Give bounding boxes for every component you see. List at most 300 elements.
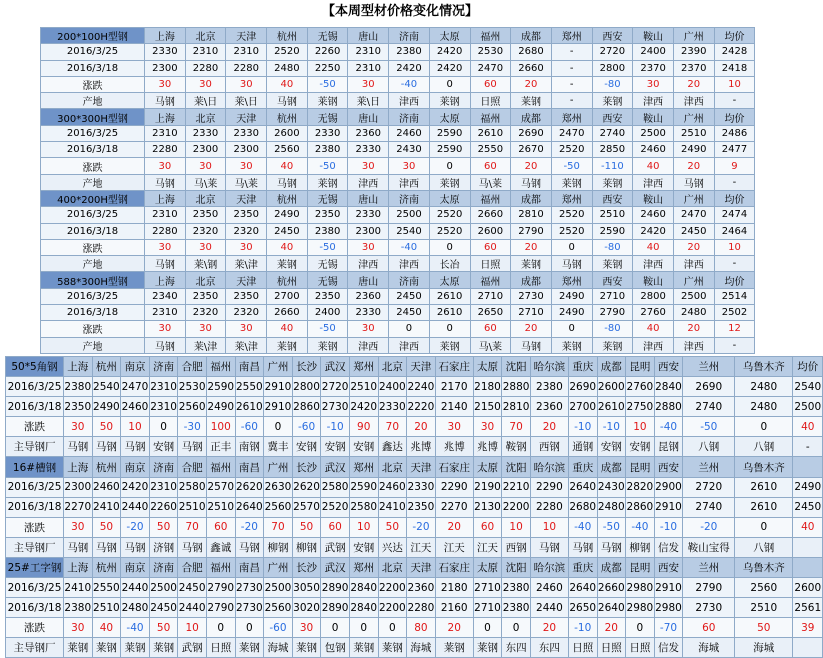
origin-cell: 马钢 xyxy=(178,537,207,557)
price-cell: 2650 xyxy=(568,598,597,618)
origin-cell: 东四 xyxy=(530,638,568,658)
origin-cell: 鞍钢 xyxy=(502,437,531,457)
origin-cell: 武钢 xyxy=(321,537,350,557)
price-cell: 2510 xyxy=(92,598,121,618)
change-cell: 30 xyxy=(226,321,267,337)
city-header: 无锡 xyxy=(307,190,348,206)
row-label: 2016/3/18 xyxy=(41,60,145,76)
price-row xyxy=(6,477,823,497)
price-cell: 2490 xyxy=(551,288,592,304)
price-cell: 2550 xyxy=(235,377,264,397)
origin-row xyxy=(41,93,755,109)
price-cell: 2280 xyxy=(145,223,186,239)
price-cell: 2480 xyxy=(267,60,308,76)
city-header: 西安 xyxy=(592,272,633,288)
price-cell: 2660 xyxy=(267,305,308,321)
city-header: 太原 xyxy=(473,357,502,377)
origin-cell: 安钢 xyxy=(349,437,378,457)
change-cell: 40 xyxy=(267,158,308,174)
row-label: 产地 xyxy=(41,174,145,190)
price-cell: 2450 xyxy=(267,223,308,239)
price-cell: 2710 xyxy=(511,305,552,321)
row-label: 2016/3/18 xyxy=(6,397,64,417)
city-header: 西安 xyxy=(592,190,633,206)
price-cell: 2660 xyxy=(511,60,552,76)
city-header: 天津 xyxy=(226,109,267,125)
origin-cell: 海城 xyxy=(735,638,793,658)
origin-cell: 莱钢 xyxy=(551,337,592,353)
price-cell: 2180 xyxy=(435,578,473,598)
change-cell: -10 xyxy=(321,417,350,437)
change-cell: 20 xyxy=(530,618,568,638)
price-cell: 2460 xyxy=(633,207,674,223)
price-row xyxy=(41,125,755,141)
origin-cell: 莱钢 xyxy=(235,638,264,658)
change-cell: 60 xyxy=(470,76,511,92)
change-cell: 0 xyxy=(149,417,178,437)
price-cell: 2790 xyxy=(511,223,552,239)
change-row xyxy=(41,158,755,174)
city-header: 均价 xyxy=(714,109,755,125)
price-cell: 2250 xyxy=(307,60,348,76)
origin-cell: 莱钢 xyxy=(511,93,552,109)
price-cell: 2500 xyxy=(149,578,178,598)
origin-cell: 莱钢 xyxy=(307,337,348,353)
origin-cell: 津西 xyxy=(633,93,674,109)
origin-cell: 莱钢 xyxy=(429,337,470,353)
change-cell: -10 xyxy=(568,618,597,638)
price-cell: 2740 xyxy=(683,497,735,517)
change-cell: 30 xyxy=(185,239,226,255)
city-header: 合肥 xyxy=(178,457,207,477)
price-cell: 2420 xyxy=(349,397,378,417)
price-cell: 2600 xyxy=(470,223,511,239)
change-cell: 20 xyxy=(673,321,714,337)
city-header: 杭州 xyxy=(92,557,121,577)
city-header: 沈阳 xyxy=(502,457,531,477)
price-cell: 2580 xyxy=(178,477,207,497)
city-header: 广州 xyxy=(264,557,293,577)
origin-cell: 马钢 xyxy=(92,537,121,557)
row-label: 产地 xyxy=(41,256,145,272)
origin-cell: 马钢 xyxy=(568,537,597,557)
change-cell: -20 xyxy=(235,517,264,537)
change-cell: 30 xyxy=(348,158,389,174)
price-cell: 2410 xyxy=(378,497,407,517)
origin-cell: - xyxy=(714,93,755,109)
origin-cell: 八钢 xyxy=(735,437,793,457)
row-label: 2016/3/18 xyxy=(41,305,145,321)
change-cell: 30 xyxy=(226,158,267,174)
change-cell: 20 xyxy=(407,417,436,437)
origin-cell: 津西 xyxy=(633,174,674,190)
price-cell: 2190 xyxy=(473,477,502,497)
price-cell: 2610 xyxy=(470,125,511,141)
change-cell: 20 xyxy=(511,239,552,255)
origin-cell xyxy=(793,537,823,557)
city-header: 福州 xyxy=(470,28,511,44)
city-header: 上海 xyxy=(145,272,186,288)
origin-cell: 马钢 xyxy=(145,93,186,109)
price-cell: 2820 xyxy=(626,477,655,497)
city-header: 济南 xyxy=(389,272,430,288)
price-cell: 2580 xyxy=(349,497,378,517)
price-cell: 2380 xyxy=(307,142,348,158)
city-header: 石家庄 xyxy=(435,357,473,377)
price-cell: 2890 xyxy=(321,598,350,618)
price-cell: 2520 xyxy=(551,142,592,158)
section-header-row xyxy=(41,190,755,206)
price-cell: 2700 xyxy=(568,397,597,417)
row-label: 涨跌 xyxy=(6,417,64,437)
change-cell: 60 xyxy=(473,517,502,537)
city-header: 太原 xyxy=(429,272,470,288)
price-cell: 2310 xyxy=(226,44,267,60)
city-header: 西安 xyxy=(654,357,683,377)
price-cell: 2880 xyxy=(654,397,683,417)
city-header: 唐山 xyxy=(348,272,389,288)
change-cell: 20 xyxy=(673,239,714,255)
price-cell: 2440 xyxy=(530,598,568,618)
origin-cell: 包钢 xyxy=(321,638,350,658)
price-cell: 2350 xyxy=(226,207,267,223)
city-header: 广州 xyxy=(673,109,714,125)
origin-cell: 莱钢 xyxy=(511,256,552,272)
price-cell: 2370 xyxy=(673,60,714,76)
city-header: 西安 xyxy=(592,109,633,125)
h-beam-price-table xyxy=(40,27,755,354)
origin-cell: 江天 xyxy=(435,537,473,557)
origin-cell: 江天 xyxy=(473,537,502,557)
city-header: 上海 xyxy=(64,457,93,477)
city-header: 兰州 xyxy=(683,357,735,377)
price-cell: 2690 xyxy=(683,377,735,397)
city-header: 成都 xyxy=(597,457,626,477)
price-cell: 2640 xyxy=(235,497,264,517)
price-cell: 2720 xyxy=(592,44,633,60)
price-cell: 2370 xyxy=(633,60,674,76)
origin-cell: 莱钢 xyxy=(64,638,93,658)
change-cell: 40 xyxy=(92,618,121,638)
price-cell: 2330 xyxy=(378,397,407,417)
price-cell: 2450 xyxy=(389,288,430,304)
origin-cell: 津西 xyxy=(389,256,430,272)
price-cell: 2561 xyxy=(793,598,823,618)
city-header: 乌鲁木齐 xyxy=(735,457,793,477)
price-cell: 2330 xyxy=(226,125,267,141)
city-header xyxy=(793,457,823,477)
price-cell: 2320 xyxy=(185,223,226,239)
city-header: 均价 xyxy=(714,190,755,206)
city-header: 长沙 xyxy=(292,557,321,577)
origin-cell: 无锡 xyxy=(307,256,348,272)
origin-cell: 信发 xyxy=(654,638,683,658)
price-cell: 2310 xyxy=(145,305,186,321)
change-cell: -50 xyxy=(683,417,735,437)
change-cell: 0 xyxy=(264,417,293,437)
price-cell: 2330 xyxy=(348,305,389,321)
price-cell: 2420 xyxy=(429,60,470,76)
origin-cell: 马钢 xyxy=(267,93,308,109)
city-header: 南昌 xyxy=(235,357,264,377)
change-cell: 40 xyxy=(793,517,823,537)
city-header: 重庆 xyxy=(568,457,597,477)
price-cell: 2428 xyxy=(714,44,755,60)
price-cell: 2910 xyxy=(654,497,683,517)
change-cell: -40 xyxy=(389,239,430,255)
price-cell: 2740 xyxy=(683,397,735,417)
origin-cell: 津西 xyxy=(348,256,389,272)
change-cell: 10 xyxy=(714,239,755,255)
price-cell: 2720 xyxy=(321,377,350,397)
section-name: 400*200H型钢 xyxy=(41,190,145,206)
change-cell: 70 xyxy=(264,517,293,537)
price-cell: 2480 xyxy=(673,305,714,321)
origin-cell: 马钢 xyxy=(92,437,121,457)
row-label: 2016/3/18 xyxy=(41,142,145,158)
price-cell: 2550 xyxy=(470,142,511,158)
price-cell: 2520 xyxy=(429,223,470,239)
price-cell: 2610 xyxy=(235,397,264,417)
price-cell: 2610 xyxy=(597,397,626,417)
price-cell: 2500 xyxy=(633,125,674,141)
city-header: 福州 xyxy=(470,272,511,288)
price-cell: 2240 xyxy=(407,377,436,397)
change-cell: -50 xyxy=(307,158,348,174)
origin-cell: 津西 xyxy=(633,256,674,272)
change-cell: 50 xyxy=(149,618,178,638)
change-cell: 0 xyxy=(429,76,470,92)
price-cell: 2660 xyxy=(470,207,511,223)
city-header: 上海 xyxy=(145,109,186,125)
city-header: 太原 xyxy=(473,457,502,477)
city-header: 郑州 xyxy=(551,272,592,288)
origin-cell: - xyxy=(714,256,755,272)
city-header: 济南 xyxy=(389,28,430,44)
price-cell: 2474 xyxy=(714,207,755,223)
price-cell: 2560 xyxy=(264,497,293,517)
origin-row xyxy=(41,256,755,272)
city-header: 广州 xyxy=(673,190,714,206)
city-header: 福州 xyxy=(470,109,511,125)
origin-cell: 莱钢 xyxy=(267,337,308,353)
city-header: 济南 xyxy=(389,109,430,125)
row-label: 2016/3/25 xyxy=(6,578,64,598)
origin-cell: 海城 xyxy=(264,638,293,658)
price-cell: 2700 xyxy=(267,288,308,304)
change-cell: 0 xyxy=(321,618,350,638)
price-cell: 2980 xyxy=(626,578,655,598)
price-cell: 2710 xyxy=(473,578,502,598)
city-header: 成都 xyxy=(511,272,552,288)
change-cell: 60 xyxy=(683,618,735,638)
change-cell: 20 xyxy=(435,618,473,638)
origin-cell: 莱\津 xyxy=(226,337,267,353)
change-cell: 10 xyxy=(530,517,568,537)
price-cell: 2410 xyxy=(92,497,121,517)
price-cell: 2890 xyxy=(321,578,350,598)
city-header: 合肥 xyxy=(178,357,207,377)
city-header: 杭州 xyxy=(267,272,308,288)
city-header: 天津 xyxy=(407,357,436,377)
origin-cell: 莱钢 xyxy=(349,638,378,658)
price-cell: 2640 xyxy=(568,578,597,598)
price-cell: 2350 xyxy=(307,288,348,304)
price-cell: 2470 xyxy=(121,377,150,397)
change-cell: 30 xyxy=(185,158,226,174)
city-header: 成都 xyxy=(511,28,552,44)
city-header: 均价 xyxy=(714,272,755,288)
change-row xyxy=(41,76,755,92)
origin-cell: 马\莱 xyxy=(470,337,511,353)
price-cell: 2280 xyxy=(185,60,226,76)
price-cell: 2320 xyxy=(226,223,267,239)
change-cell: 12 xyxy=(714,321,755,337)
city-header: 昆明 xyxy=(626,557,655,577)
price-cell: 2200 xyxy=(378,598,407,618)
change-cell: 0 xyxy=(429,158,470,174)
city-header: 石家庄 xyxy=(435,457,473,477)
price-cell: 2320 xyxy=(185,305,226,321)
city-header: 郑州 xyxy=(349,457,378,477)
price-row xyxy=(6,397,823,417)
origin-cell: 柳钢 xyxy=(626,537,655,557)
row-label: 涨跌 xyxy=(41,321,145,337)
change-cell: 20 xyxy=(673,158,714,174)
origin-cell: 莱钢 xyxy=(435,638,473,658)
price-cell: 2270 xyxy=(64,497,93,517)
row-label: 2016/3/25 xyxy=(6,477,64,497)
price-cell: 2810 xyxy=(502,397,531,417)
origin-cell: 柳钢 xyxy=(292,537,321,557)
change-cell: 0 xyxy=(626,618,655,638)
price-cell: 2570 xyxy=(206,477,235,497)
city-header: 太原 xyxy=(429,190,470,206)
page-title: 【本周型材价格变化情况】 xyxy=(321,4,478,19)
price-cell: 2800 xyxy=(633,288,674,304)
origin-cell: 莱\日 xyxy=(226,93,267,109)
change-cell: 30 xyxy=(348,76,389,92)
change-cell: -60 xyxy=(235,417,264,437)
origin-cell: 柳钢 xyxy=(264,537,293,557)
price-cell: 2350 xyxy=(64,397,93,417)
change-cell: -50 xyxy=(551,158,592,174)
price-row xyxy=(41,223,755,239)
section-name: 16#槽钢 xyxy=(6,457,64,477)
change-cell: 30 xyxy=(145,239,186,255)
price-cell: 2440 xyxy=(121,497,150,517)
origin-cell: 马钢 xyxy=(511,174,552,190)
city-header: 西安 xyxy=(654,457,683,477)
change-cell: 30 xyxy=(64,618,93,638)
origin-cell: 日照 xyxy=(206,638,235,658)
price-cell: 2420 xyxy=(429,44,470,60)
city-header: 郑州 xyxy=(551,109,592,125)
price-cell: 2790 xyxy=(683,578,735,598)
price-row xyxy=(41,305,755,321)
price-cell: 2300 xyxy=(145,60,186,76)
price-cell: 2510 xyxy=(206,497,235,517)
origin-cell: 马钢 xyxy=(145,256,186,272)
price-cell: 2310 xyxy=(149,377,178,397)
price-cell: 2380 xyxy=(389,44,430,60)
price-cell: 2360 xyxy=(348,125,389,141)
price-cell: 2800 xyxy=(592,60,633,76)
origin-cell: 安钢 xyxy=(349,537,378,557)
price-cell: 2480 xyxy=(597,497,626,517)
origin-cell: 津西 xyxy=(348,174,389,190)
change-cell: 30 xyxy=(292,618,321,638)
price-cell: 2500 xyxy=(264,578,293,598)
price-cell: 2600 xyxy=(267,125,308,141)
price-cell: 2350 xyxy=(226,288,267,304)
origin-cell: 津西 xyxy=(633,337,674,353)
row-label: 2016/3/25 xyxy=(6,377,64,397)
change-cell: 30 xyxy=(348,321,389,337)
city-header: 成都 xyxy=(511,190,552,206)
city-header: 北京 xyxy=(185,28,226,44)
price-cell: 2740 xyxy=(592,125,633,141)
price-cell: 2710 xyxy=(592,288,633,304)
city-header: 上海 xyxy=(64,357,93,377)
origin-cell: 日照 xyxy=(626,638,655,658)
price-cell: 2310 xyxy=(145,125,186,141)
city-header: 广州 xyxy=(673,272,714,288)
city-header: 北京 xyxy=(378,357,407,377)
price-cell: 2730 xyxy=(511,288,552,304)
price-cell: 2430 xyxy=(597,477,626,497)
section-name: 200*100H型钢 xyxy=(41,28,145,44)
price-cell: 2400 xyxy=(307,305,348,321)
price-cell: 2380 xyxy=(64,598,93,618)
change-cell: -10 xyxy=(654,517,683,537)
price-cell: 2730 xyxy=(683,598,735,618)
city-header: 无锡 xyxy=(307,272,348,288)
price-cell: 2600 xyxy=(597,377,626,397)
price-cell: 2640 xyxy=(597,598,626,618)
price-cell: 2500 xyxy=(389,207,430,223)
price-cell: 2850 xyxy=(592,142,633,158)
section-name: 588*300H型钢 xyxy=(41,272,145,288)
change-cell: -80 xyxy=(592,239,633,255)
origin-cell: 莱钢 xyxy=(292,638,321,658)
section-header-row xyxy=(6,457,823,477)
price-cell: 2140 xyxy=(435,397,473,417)
price-row xyxy=(6,377,823,397)
change-cell: 30 xyxy=(473,417,502,437)
change-cell: 50 xyxy=(92,417,121,437)
change-cell: 60 xyxy=(470,321,511,337)
price-cell: 2660 xyxy=(597,578,626,598)
change-cell: 0 xyxy=(502,618,531,638)
city-header: 沈阳 xyxy=(502,557,531,577)
origin-cell: 莱钢 xyxy=(149,638,178,658)
change-cell: 40 xyxy=(633,321,674,337)
section-header-row xyxy=(6,557,823,577)
city-header: 天津 xyxy=(226,272,267,288)
change-cell: 50 xyxy=(149,517,178,537)
city-header: 哈尔滨 xyxy=(530,557,568,577)
row-label: 主导钢厂 xyxy=(6,537,64,557)
row-label: 涨跌 xyxy=(41,76,145,92)
price-cell: 2520 xyxy=(551,207,592,223)
price-cell: 2630 xyxy=(264,477,293,497)
origin-cell: 鑫达 xyxy=(378,437,407,457)
price-cell: 2670 xyxy=(511,142,552,158)
price-cell: 2580 xyxy=(321,477,350,497)
price-cell: 2310 xyxy=(145,207,186,223)
price-cell: 2280 xyxy=(407,598,436,618)
